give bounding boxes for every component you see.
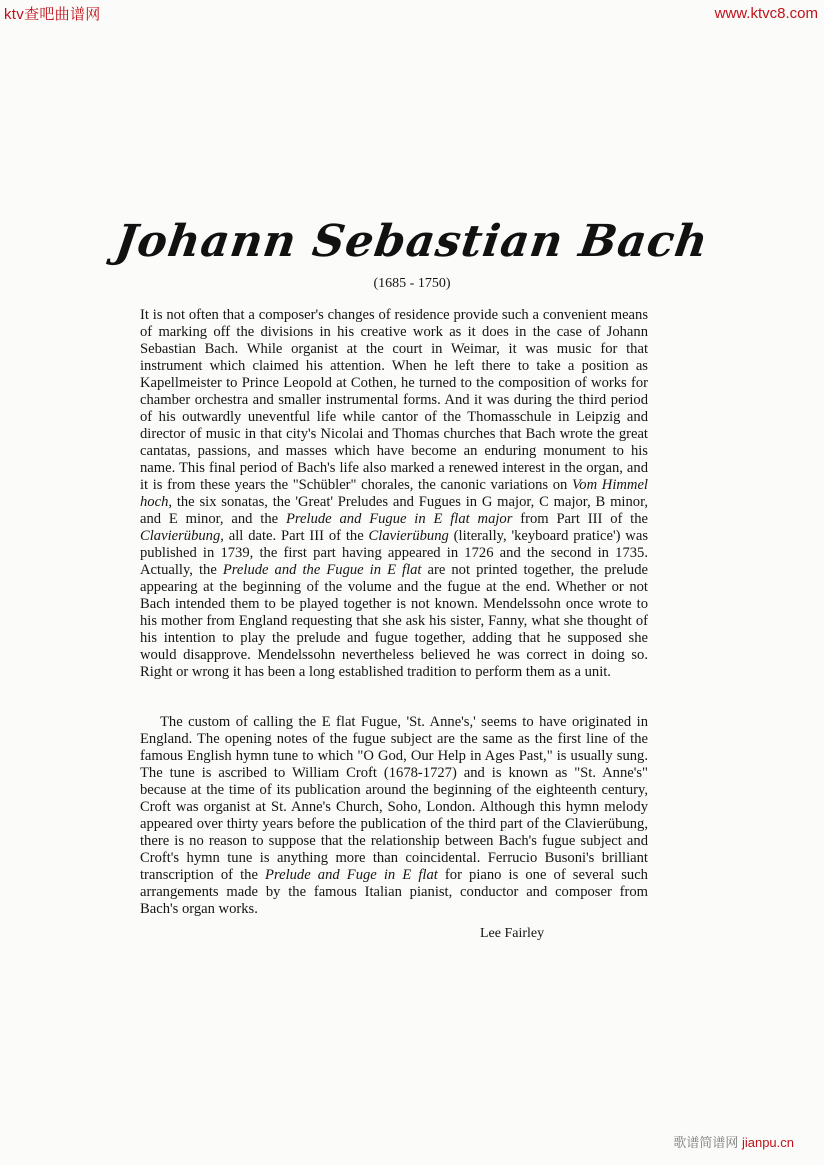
watermark-site-link: jianpu.cn <box>741 1135 794 1150</box>
watermark-top-left: ktv查吧曲谱网 <box>4 6 101 23</box>
p2-italic-1: Prelude and Fuge in E flat <box>265 867 438 883</box>
watermark-site-name: 歌谱简谱网 <box>673 1135 739 1150</box>
paragraph-1 <box>140 307 648 681</box>
author-signature: Lee Fairley <box>480 926 545 941</box>
p2-text-1: The custom of calling the E flat Fugue, 'St. Anne's,' seems to have originated in England. The opening notes of the fugue subject are the same as the first line of the famous English hymn tune to which "O God, Our Help in Ages Past," is usually sung. The tune is ascribed to William Croft (1678-1727) and is known as "St. Anne's" because at the time of its publication around the beginning of the eighteenth century, Croft was organist at St. Anne's Church, Soho, London. Although this hymn melody appeared over thirty years before the publication of the third part of the Clavierübung, there is no reason to suppose that the relationship between Bach's fugue subject and Croft's hymn tune is anything more than coincidental. Ferrucio Busoni's brilliant transcription of the <box>140 714 648 883</box>
p1-text-1: It is not often that a composer's changes of residence provide such a convenient means of marking off the divisions in his creative work as it does in the case of Johann Sebastian Bach. While organist at the court in Weimar, it was music for that instrument which claimed his attention. When he left there to take a position as Kapellmeister to Prince Leopold at Cothen, he turned to the composition of works for chamber orchestra and smaller instrumental forms. And it was during the third period of his outwardly uneventful life while cantor of the Thomasschule in Leipzig and director of music in that city's Nicolai and Thomas churches that Bach wrote the great cantatas, passions, and masses which have become an enduring monument to his name. This final period of Bach's life also marked a renewed interest in the organ, and it is from these years the "Schübler" chorales, the canonic variations on <box>140 307 648 493</box>
p1-italic-4: Clavierübung <box>368 528 449 544</box>
p1-text-2: the six sonatas, the 'Great' Preludes and Fugues in G major, C major, B minor, and E minor, and the <box>140 494 648 527</box>
p1-italic-2: Prelude and Fugue in E flat major <box>285 511 513 527</box>
p1-text-4: all date. Part III of the <box>223 528 369 544</box>
p1-italic-3: Clavierübung, <box>140 528 224 544</box>
life-dates: (1685 - 1750) <box>373 276 451 291</box>
p1-text-6: are not printed together, the prelude appearing at the beginning of the volume and the fugue at the end. Whether or not Bach intended them to be played together is not known. Mendelssohn once wrote to his mother from England requesting that she ask his sister, Fanny, what she thought of his intention to play the prelude and fugue together, adding that he supposed she would disapprove. Mendelssohn nevertheless believed he was correct in doing so. Right or wrong it has been a long established tradition to perform them as a unit. <box>140 562 648 680</box>
page-title: Johann Sebastian Bach <box>112 216 712 267</box>
watermark-bottom-right <box>673 1132 794 1151</box>
paragraph-2 <box>140 714 648 918</box>
watermark-top-right: www.ktvc8.com <box>714 5 818 22</box>
p1-italic-1: Vom Himmel hoch, <box>140 477 648 510</box>
p2-text-2: for piano is one of several such arrangements made by the famous Italian pianist, conductor and composer from Bach's organ works. <box>140 867 648 917</box>
p1-text-3: from Part III of the <box>512 511 649 527</box>
p1-italic-5: Prelude and the Fugue in E flat <box>222 562 422 578</box>
p1-text-5: (literally, 'keyboard pratice') was published in 1739, the first part having appeared in 1726 and the second in 1735. Actually, the <box>140 528 648 578</box>
